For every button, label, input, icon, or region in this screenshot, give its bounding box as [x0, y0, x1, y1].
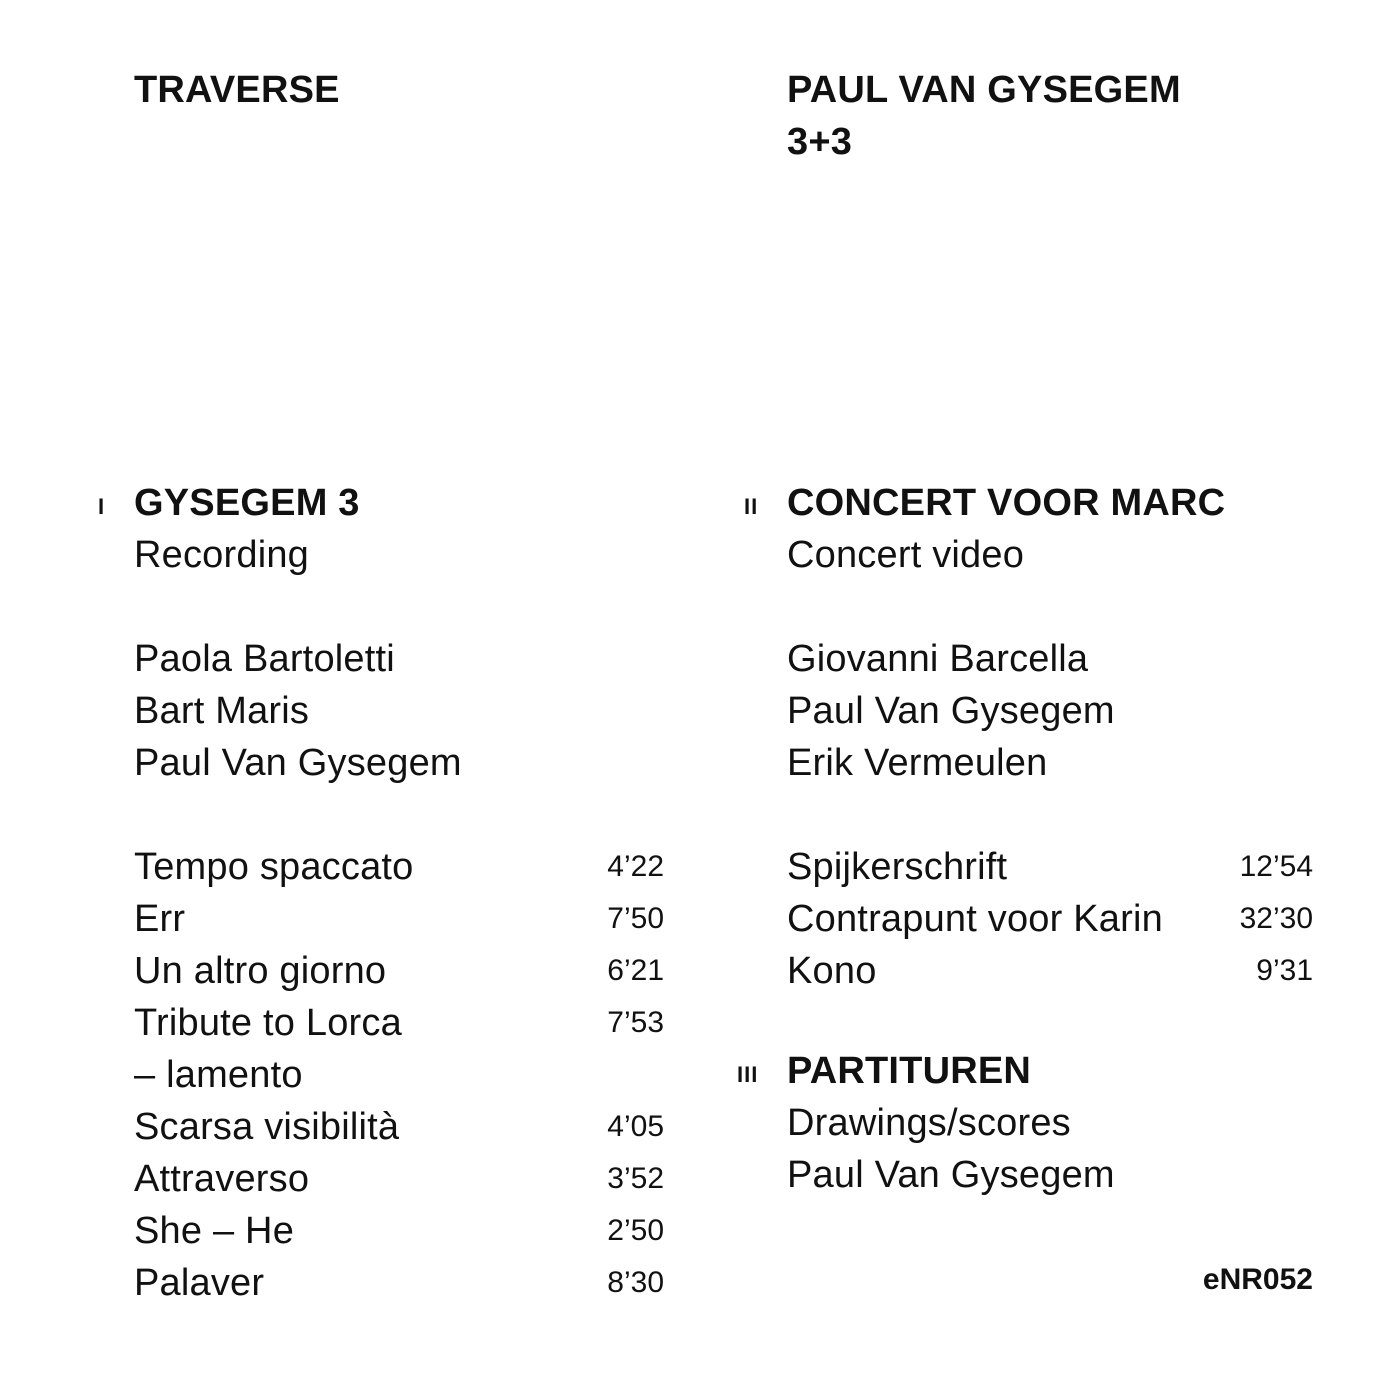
track-duration: 12’54	[1239, 850, 1313, 883]
track-title: Un altro giorno	[134, 950, 387, 992]
track-title: – lamento	[134, 1054, 303, 1096]
performer: Bart Maris	[134, 690, 310, 732]
track-duration: 7’50	[607, 902, 664, 935]
section-1-numeral: I	[98, 494, 106, 519]
track-title: Palaver	[134, 1262, 265, 1304]
track-title: Tempo spaccato	[134, 846, 414, 888]
section-2-title: CONCERT VOOR MARC	[787, 482, 1226, 524]
section-3-title: PARTITUREN	[787, 1050, 1032, 1092]
track-duration: 32’30	[1239, 902, 1313, 935]
section-1-tracklist	[134, 841, 664, 1309]
artist-name: PAUL VAN GYSEGEM	[787, 69, 1181, 111]
section-3	[787, 1045, 1313, 1201]
track-duration: 4’05	[607, 1110, 664, 1143]
performer: Giovanni Barcella	[787, 638, 1089, 680]
track-title: Scarsa visibilità	[134, 1106, 400, 1148]
performer: Paola Bartoletti	[134, 638, 395, 680]
catalog-number: eNR052	[1202, 1263, 1313, 1296]
track-title: Contrapunt voor Karin	[787, 898, 1163, 940]
track-duration: 6’21	[607, 954, 664, 987]
section-3-line: Paul Van Gysegem	[787, 1154, 1115, 1196]
section-1	[134, 477, 664, 1309]
track-title: Err	[134, 898, 186, 940]
track-title: Attraverso	[134, 1158, 310, 1200]
track-row	[134, 997, 664, 1049]
section-2-subtitle: Concert video	[787, 534, 1025, 576]
track-duration: 2’50	[607, 1214, 664, 1247]
track-row	[134, 1049, 664, 1101]
performer: Paul Van Gysegem	[787, 690, 1115, 732]
section-2-numeral: II	[744, 494, 759, 519]
section-3-numeral: III	[737, 1062, 759, 1087]
performer: Paul Van Gysegem	[134, 742, 462, 784]
track-title: Tribute to Lorca	[134, 1002, 402, 1044]
track-row	[134, 893, 664, 945]
track-row	[787, 945, 1313, 997]
track-duration: 7’53	[607, 1006, 664, 1039]
section-1-performers	[134, 633, 664, 789]
label-name: TRAVERSE	[134, 69, 340, 111]
track-row	[134, 1101, 664, 1153]
track-duration: 9’31	[1256, 954, 1313, 987]
track-row	[787, 841, 1313, 893]
section-3-line: Drawings/scores	[787, 1102, 1071, 1144]
track-row	[787, 893, 1313, 945]
performer: Erik Vermeulen	[787, 742, 1048, 784]
track-row	[134, 945, 664, 997]
section-2-tracklist	[787, 841, 1313, 997]
track-duration: 8’30	[607, 1266, 664, 1299]
section-2-performers	[787, 633, 1313, 789]
section-1-subtitle: Recording	[134, 534, 310, 576]
track-row	[134, 1257, 664, 1309]
track-row	[134, 841, 664, 893]
track-duration: 4’22	[607, 850, 664, 883]
section-2	[787, 477, 1313, 997]
track-title: Spijkerschrift	[787, 846, 1008, 888]
track-row	[134, 1205, 664, 1257]
album-title: 3+3	[787, 121, 853, 163]
track-title: She – He	[134, 1210, 295, 1252]
track-row	[134, 1153, 664, 1205]
track-duration: 3’52	[607, 1162, 664, 1195]
section-1-title: GYSEGEM 3	[134, 482, 360, 524]
track-title: Kono	[787, 950, 877, 992]
